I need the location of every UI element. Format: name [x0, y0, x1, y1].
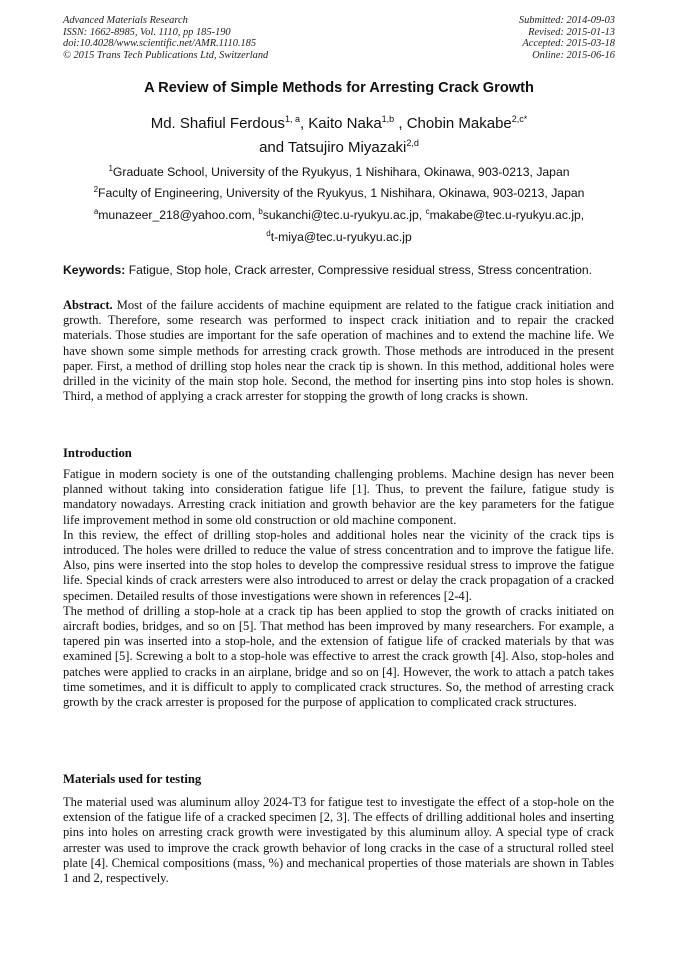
author-separator: ,: [299, 115, 309, 132]
email-link[interactable]: makabe@tec.u-ryukyu.ac.jp,: [429, 208, 585, 222]
online-date: Online: 2015-06-16: [532, 49, 615, 61]
doi-line[interactable]: doi:10.4028/www.scientific.net/AMR.1110.185: [63, 38, 257, 50]
email-marker: a: [93, 207, 99, 216]
journal-name: Advanced Materials Research: [63, 15, 188, 26]
abstract-text: Most of the failure accidents of machine equipment are related to the fatigue crack initiation and growth. Therefore, some research was performed to inspect crack initiation and to repair the cracked materials. Those studies are important for the safe operation of machines and to extend the machine life. We have shown some simple methods for arresting crack growth. Those methods are introduced in the present paper. First, a method of drilling stop holes near the crack tip is shown. In this method, additional holes were drilled in the vicinity of the main stop hole. Second, the method for inserting pins into stop holes is shown. Third, a method of applying a crack arrester for stopping the growth of long cracks is shown.: [63, 298, 614, 404]
affiliation-text: Graduate School, University of the Ryukyus, 1 Nishihara, Okinawa, 903-0213, Japan: [112, 165, 570, 179]
affiliation-2: [0, 186, 678, 200]
keywords-text: Fatigue, Stop hole, Crack arrester, Compressive residual stress, Stress concentration.: [125, 263, 593, 277]
abstract: [63, 298, 614, 404]
accepted-date: Accepted: 2015-03-18: [522, 38, 615, 50]
affiliation-text: Faculty of Engineering, University of the Ryukyus, 1 Nishihara, Okinawa, 903-0213, Japan: [98, 186, 585, 200]
copyright-line: © 2015 Trans Tech Publications Ltd, Switzerland: [63, 49, 269, 61]
submitted-date: Submitted: 2014-09-03: [518, 15, 615, 26]
revised-date: Revised: 2015-01-13: [528, 26, 615, 38]
paper-title: A Review of Simple Methods for Arresting Crack Growth: [144, 80, 534, 96]
paragraph: The material used was aluminum alloy 2024-T3 for fatigue test to investigate the effect of a stop-hole on the extension of the fatigue life of a cracked specimen [2, 3]. The effects of drilling additional holes and inserting pins into holes on arresting crack growth were investigated by this aluminum alloy. A special type of crack arrester was used to improve the crack growth behavior of long cracks in the case of a structural rolled steel plate [4]. Chemical compositions (mass, %) and mechanical properties of those materials are shown in Tables 1 and 2, respectively.: [63, 795, 614, 886]
author-superscript: 1,b: [381, 114, 395, 124]
keywords: [63, 263, 623, 277]
journal-info: [63, 15, 268, 61]
materials-body: [63, 795, 614, 886]
email-link[interactable]: sukanchi@tec.u-ryukyu.ac.jp,: [262, 208, 426, 222]
author-separator: ,: [394, 115, 407, 132]
introduction-heading: Introduction: [63, 446, 132, 460]
author-superscript: 2,c*: [511, 114, 528, 124]
author-superscript: 1, a: [284, 114, 300, 124]
email-marker: c: [425, 207, 430, 216]
emails-line-1: [0, 208, 678, 222]
affiliation-marker: 2: [93, 185, 99, 194]
paragraph: Fatigue in modern society is one of the outstanding challenging problems. Machine design has never been planned without taking into consideration fatigue life [1]. Thus, to prevent the failure, fatigue study is mandatory nowadays. Arresting crack initiation and growth behavior are the key parameters for the fatigue life improvement method in some old construction or old machine component.: [63, 467, 614, 527]
abstract-label: Abstract.: [63, 298, 113, 312]
affiliation-1: [0, 165, 678, 179]
author-conjunction: and: [259, 139, 289, 156]
author-name: Md. Shafiul Ferdous: [150, 115, 285, 132]
email-link[interactable]: munazeer_218@yahoo.com,: [98, 208, 259, 222]
author-superscript: 2,d: [406, 138, 419, 148]
affiliation-marker: 1: [108, 164, 113, 173]
keywords-label: Keywords:: [63, 263, 126, 277]
email-marker: d: [266, 229, 271, 238]
email-link[interactable]: t-miya@tec.u-ryukyu.ac.jp: [270, 230, 412, 244]
authors-line-2: [0, 139, 678, 156]
issn-line: ISSN: 1662-8985, Vol. 1110, pp 185-190: [63, 26, 231, 38]
email-marker: b: [258, 207, 263, 216]
authors-line-1: [0, 115, 678, 132]
materials-heading: Materials used for testing: [63, 772, 202, 786]
author-name: Tatsujiro Miyazaki: [288, 139, 407, 156]
author-name: Kaito Naka: [308, 115, 382, 132]
emails-line-2: [0, 230, 678, 244]
paragraph: In this review, the effect of drilling stop-holes and additional holes near the vicinity of the crack tips is introduced. The holes were drilled to reduce the value of stress concentration and to improve the fatigue life. Also, pins were inserted into the stop holes to develop the compressive residual stress to improve the fatigue life. Special kinds of crack arresters were also introduced to arrest or delay the crack propagation of a cracked specimen. Detailed results of those investigations were shown in references [2-4].: [63, 527, 614, 603]
author-name: Chobin Makabe: [406, 115, 512, 132]
paragraph: The method of drilling a stop-hole at a crack tip has been applied to stop the growth of cracks initiated on aircraft bodies, bridges, and so on [5]. That method has been improved by many researchers. For example, a tapered pin was inserted into a stop-hole, and the extension of fatigue life of cracked materials by that was examined [5]. Screwing a bolt to a stop-hole was effective to arrest the crack growth [4]. Also, stop-holes and patches were applied to cracks in an airplane, bridge and so on [4]. However, the work to attach a patch takes time sometimes, and it is difficult to apply to complicated crack structures. So, the method of arresting crack growth by the crack arrester is proposed for the purpose of application to complicated crack structures.: [63, 603, 614, 710]
introduction-body: [63, 467, 614, 710]
submission-dates: [519, 15, 615, 61]
